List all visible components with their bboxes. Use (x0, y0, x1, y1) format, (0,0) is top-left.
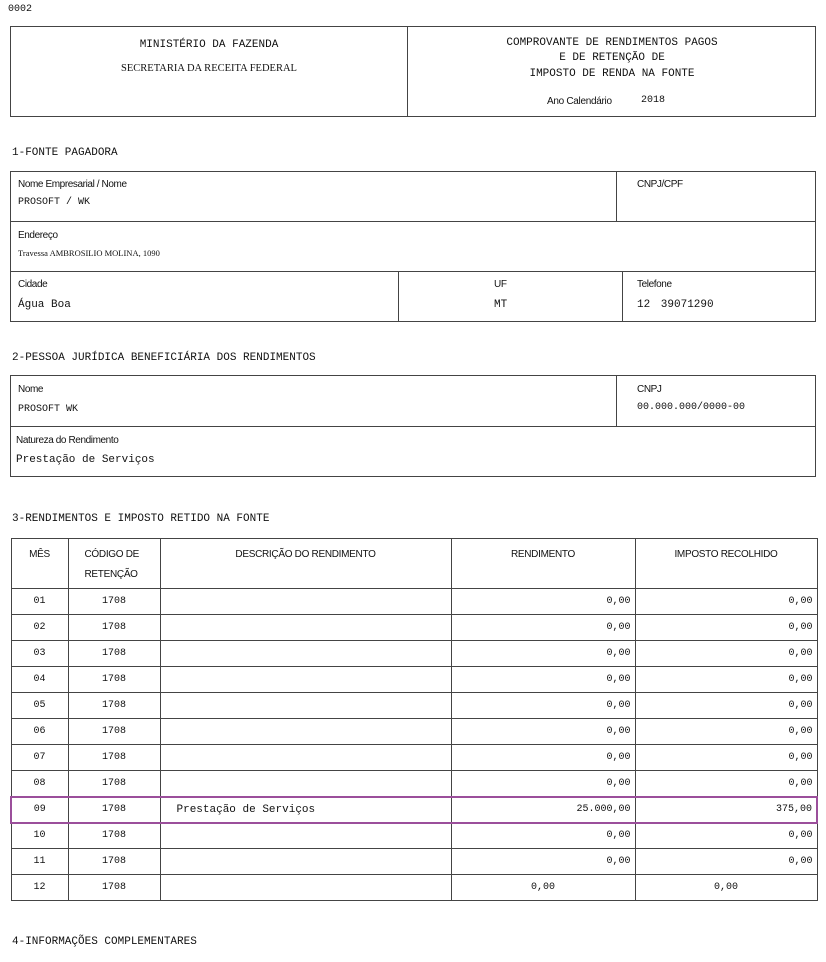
col-header-descricao: DESCRIÇÃO DO RENDIMENTO (160, 539, 451, 589)
secretaria-name: SECRETARIA DA RECEITA FEDERAL (121, 63, 297, 74)
cell-imposto: 0,00 (635, 693, 817, 719)
cell-codigo: 1708 (68, 615, 160, 641)
cell-descricao (160, 771, 451, 797)
cell-imposto: 0,00 (635, 667, 817, 693)
cell-descricao (160, 589, 451, 615)
cell-descricao (160, 667, 451, 693)
cell-imposto: 0,00 (635, 641, 817, 667)
col-header-rendimento: RENDIMENTO (451, 539, 635, 589)
table-row (11, 641, 817, 667)
cell-mes: 03 (11, 641, 68, 667)
cell-rendimento: 0,00 (451, 875, 635, 901)
col-header-codigo (68, 539, 160, 589)
cell-rendimento: 0,00 (451, 719, 635, 745)
cell-rendimento: 0,00 (451, 589, 635, 615)
fonte-col-divider-cnpj (616, 171, 617, 222)
natureza-rendimento-label: Natureza do Rendimento (16, 435, 119, 446)
beneficiaria-divider (10, 426, 816, 427)
beneficiaria-nome-label: Nome (18, 384, 44, 395)
fonte-divider-1 (10, 221, 816, 222)
beneficiaria-col-divider (616, 375, 617, 427)
ano-calendario-label: Ano Calendário (547, 96, 612, 107)
section-complementares-title: 4-INFORMAÇÕES COMPLEMENTARES (12, 936, 197, 948)
ano-calendario-value: 2018 (641, 95, 666, 106)
ministry-name: MINISTÉRIO DA FAZENDA (139, 39, 279, 51)
col-header-codigo-line-2: RETENÇÃO (84, 569, 138, 580)
table-row (11, 615, 817, 641)
nome-empresarial-value: PROSOFT / WK (18, 197, 91, 208)
cell-descricao (160, 641, 451, 667)
cell-descricao (160, 823, 451, 849)
cell-rendimento: 0,00 (451, 771, 635, 797)
cell-codigo: 1708 (68, 849, 160, 875)
col-header-codigo-line-1: CÓDIGO DE (84, 549, 140, 560)
cell-rendimento: 25.000,00 (451, 797, 635, 823)
table-row-highlighted (11, 797, 817, 823)
telefone-value: 12 39071290 (637, 299, 714, 311)
cell-descricao (160, 875, 451, 901)
cell-codigo: 1708 (68, 641, 160, 667)
cell-imposto: 0,00 (635, 849, 817, 875)
cell-rendimento: 0,00 (451, 745, 635, 771)
cell-imposto: 0,00 (635, 589, 817, 615)
cnpj-cpf-label: CNPJ/CPF (637, 179, 683, 190)
fonte-divider-2 (10, 271, 816, 272)
table-row (11, 719, 817, 745)
cell-rendimento: 0,00 (451, 667, 635, 693)
fonte-col-divider-telefone (622, 271, 623, 322)
table-row (11, 667, 817, 693)
cell-codigo: 1708 (68, 589, 160, 615)
form-title-line-1: COMPROVANTE DE RENDIMENTOS PAGOS (506, 37, 718, 49)
cell-imposto: 0,00 (635, 719, 817, 745)
cell-imposto: 0,00 (635, 771, 817, 797)
fonte-col-divider-uf (398, 271, 399, 322)
cell-imposto: 0,00 (635, 615, 817, 641)
cidade-value: Água Boa (18, 299, 71, 311)
form-title-line-3: IMPOSTO DE RENDA NA FONTE (529, 68, 695, 80)
cell-mes: 09 (11, 797, 68, 823)
section-beneficiaria-title: 2-PESSOA JURÍDICA BENEFICIÁRIA DOS RENDIMENTOS (12, 352, 316, 364)
rendimentos-table (10, 538, 818, 901)
cell-imposto: 0,00 (635, 823, 817, 849)
cell-codigo: 1708 (68, 771, 160, 797)
cell-codigo: 1708 (68, 719, 160, 745)
table-row (11, 823, 817, 849)
cell-codigo: 1708 (68, 667, 160, 693)
uf-value: MT (494, 299, 508, 311)
cell-rendimento: 0,00 (451, 849, 635, 875)
cell-descricao: Prestação de Serviços (160, 797, 451, 823)
uf-label: UF (494, 279, 507, 290)
beneficiaria-nome-value: PROSOFT WK (18, 404, 79, 415)
telefone-label: Telefone (637, 279, 672, 290)
cell-codigo: 1708 (68, 745, 160, 771)
cell-mes: 04 (11, 667, 68, 693)
cell-mes: 06 (11, 719, 68, 745)
cell-rendimento: 0,00 (451, 693, 635, 719)
nome-empresarial-label: Nome Empresarial / Nome (18, 179, 127, 190)
section-rendimentos-title: 3-RENDIMENTOS E IMPOSTO RETIDO NA FONTE (12, 513, 270, 525)
cell-codigo: 1708 (68, 823, 160, 849)
cell-mes: 10 (11, 823, 68, 849)
cell-descricao (160, 849, 451, 875)
table-row (11, 693, 817, 719)
cell-descricao (160, 615, 451, 641)
endereco-value: Travessa AMBROSILIO MOLINA, 1090 (18, 248, 160, 258)
cell-mes: 01 (11, 589, 68, 615)
cell-descricao (160, 719, 451, 745)
document-number: 0002 (8, 4, 33, 15)
cell-mes: 02 (11, 615, 68, 641)
section-fonte-pagadora-title: 1-FONTE PAGADORA (12, 147, 118, 159)
beneficiaria-cnpj-value: 00.000.000/0000-00 (637, 402, 746, 413)
cell-rendimento: 0,00 (451, 641, 635, 667)
cell-codigo: 1708 (68, 875, 160, 901)
col-header-mes: MÊS (11, 539, 68, 589)
cell-codigo: 1708 (68, 797, 160, 823)
table-row (11, 771, 817, 797)
cell-mes: 12 (11, 875, 68, 901)
endereco-label: Endereço (18, 230, 58, 241)
cell-mes: 11 (11, 849, 68, 875)
cell-rendimento: 0,00 (451, 823, 635, 849)
col-header-imposto: IMPOSTO RECOLHIDO (635, 539, 817, 589)
cell-imposto: 0,00 (635, 745, 817, 771)
natureza-rendimento-value: Prestação de Serviços (16, 454, 155, 466)
table-row (11, 849, 817, 875)
cell-mes: 08 (11, 771, 68, 797)
cell-mes: 05 (11, 693, 68, 719)
cell-imposto: 0,00 (635, 875, 817, 901)
beneficiaria-cnpj-label: CNPJ (637, 384, 662, 395)
cell-imposto: 375,00 (635, 797, 817, 823)
cell-mes: 07 (11, 745, 68, 771)
form-title-line-2: E DE RETENÇÃO DE (559, 52, 665, 64)
table-header-row (11, 539, 817, 589)
cell-descricao (160, 745, 451, 771)
cell-rendimento: 0,00 (451, 615, 635, 641)
table-row (11, 875, 817, 901)
table-row (11, 745, 817, 771)
cell-codigo: 1708 (68, 693, 160, 719)
cell-descricao (160, 693, 451, 719)
cidade-label: Cidade (18, 279, 48, 290)
table-row (11, 589, 817, 615)
